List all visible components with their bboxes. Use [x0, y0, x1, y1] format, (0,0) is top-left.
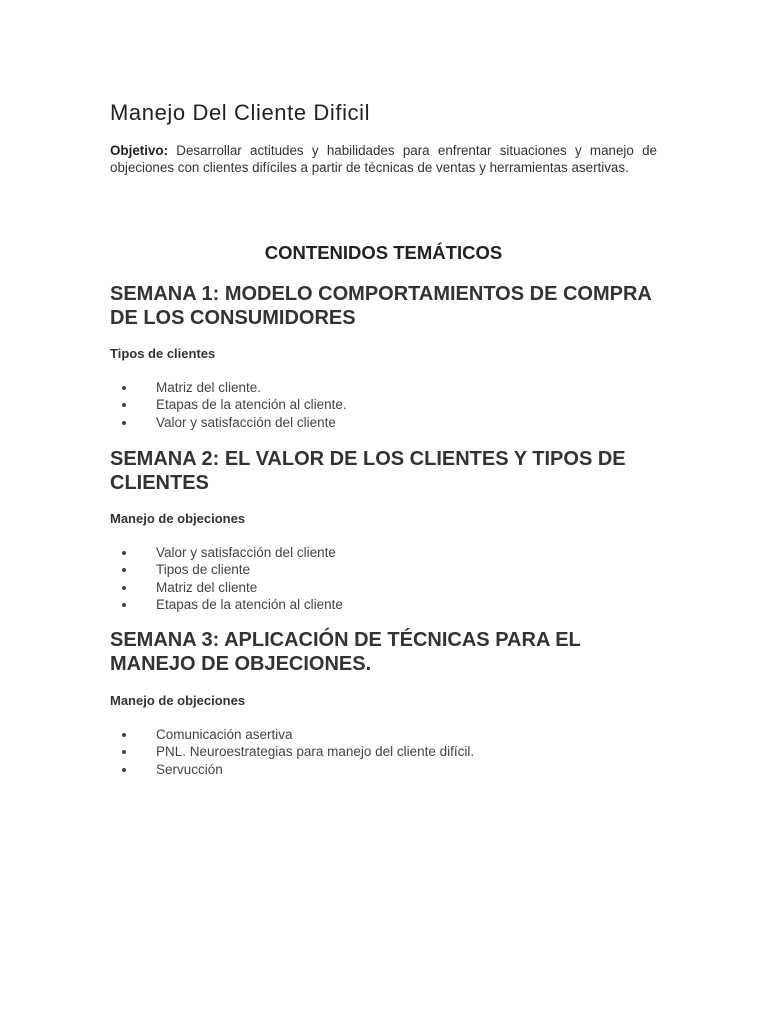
list-item — [110, 379, 347, 396]
week-2-subheading: Manejo de objeciones — [110, 511, 246, 526]
list-item — [110, 396, 347, 413]
list-item — [110, 561, 343, 578]
week-2-list — [110, 544, 343, 613]
week-2-title: SEMANA 2: EL VALOR DE LOS CLIENTES Y TIPOS DE CLIENTES — [110, 448, 626, 494]
week-1-subheading: Tipos de clientes — [110, 346, 216, 361]
bullet-icon — [122, 421, 126, 425]
list-item — [110, 726, 474, 743]
week-3-list — [110, 726, 474, 778]
list-item-text: Etapas de la atención al cliente. — [156, 397, 347, 413]
list-item-text: Etapas de la atención al cliente — [156, 596, 343, 612]
bullet-icon — [122, 603, 126, 607]
list-item — [110, 414, 347, 431]
objective-text: Desarrollar actitudes y habilidades para enfrentar situaciones y manejo de objeciones con clientes difíciles a partir de técnicas de ventas y herramientas asertivas. — [110, 143, 657, 175]
list-item-text: PNL. Neuroestrategias para manejo del cliente difícil. — [156, 744, 475, 760]
list-item — [110, 579, 343, 596]
bullet-icon — [122, 586, 126, 590]
bullet-icon — [122, 733, 126, 737]
list-item-text: Matriz del cliente — [156, 579, 258, 595]
week-3-subheading: Manejo de objeciones — [110, 693, 246, 708]
list-item-text: Comunicación asertiva — [156, 727, 293, 742]
list-item — [110, 761, 474, 778]
week-3-title: SEMANA 3: APLICACIÓN DE TÉCNICAS PARA EL MANEJO DE OBJECIONES. — [110, 629, 581, 675]
list-item-text: Tipos de cliente — [156, 562, 251, 578]
list-item — [110, 596, 343, 613]
list-item-text: Valor y satisfacción del cliente — [156, 414, 336, 430]
list-item-text: Matriz del cliente. — [156, 380, 262, 395]
bullet-icon — [122, 768, 126, 772]
week-1-list — [110, 379, 347, 431]
bullet-icon — [122, 551, 126, 555]
bullet-icon — [122, 403, 126, 407]
list-item — [110, 743, 474, 760]
bullet-icon — [122, 568, 126, 572]
objective-paragraph — [110, 143, 657, 176]
list-item-text: Servucción — [156, 761, 223, 777]
document-title: Manejo Del Cliente Dificil — [110, 100, 371, 125]
list-item — [110, 544, 343, 561]
bullet-icon — [122, 750, 126, 754]
week-1-title: SEMANA 1: MODELO COMPORTAMIENTOS DE COMPRA DE LOS CONSUMIDORES — [110, 283, 652, 329]
list-item-text: Valor y satisfacción del cliente — [156, 545, 336, 560]
contents-title: CONTENIDOS TEMÁTICOS — [264, 242, 503, 263]
objective-label: Objetivo: — [110, 143, 169, 158]
bullet-icon — [122, 386, 126, 390]
